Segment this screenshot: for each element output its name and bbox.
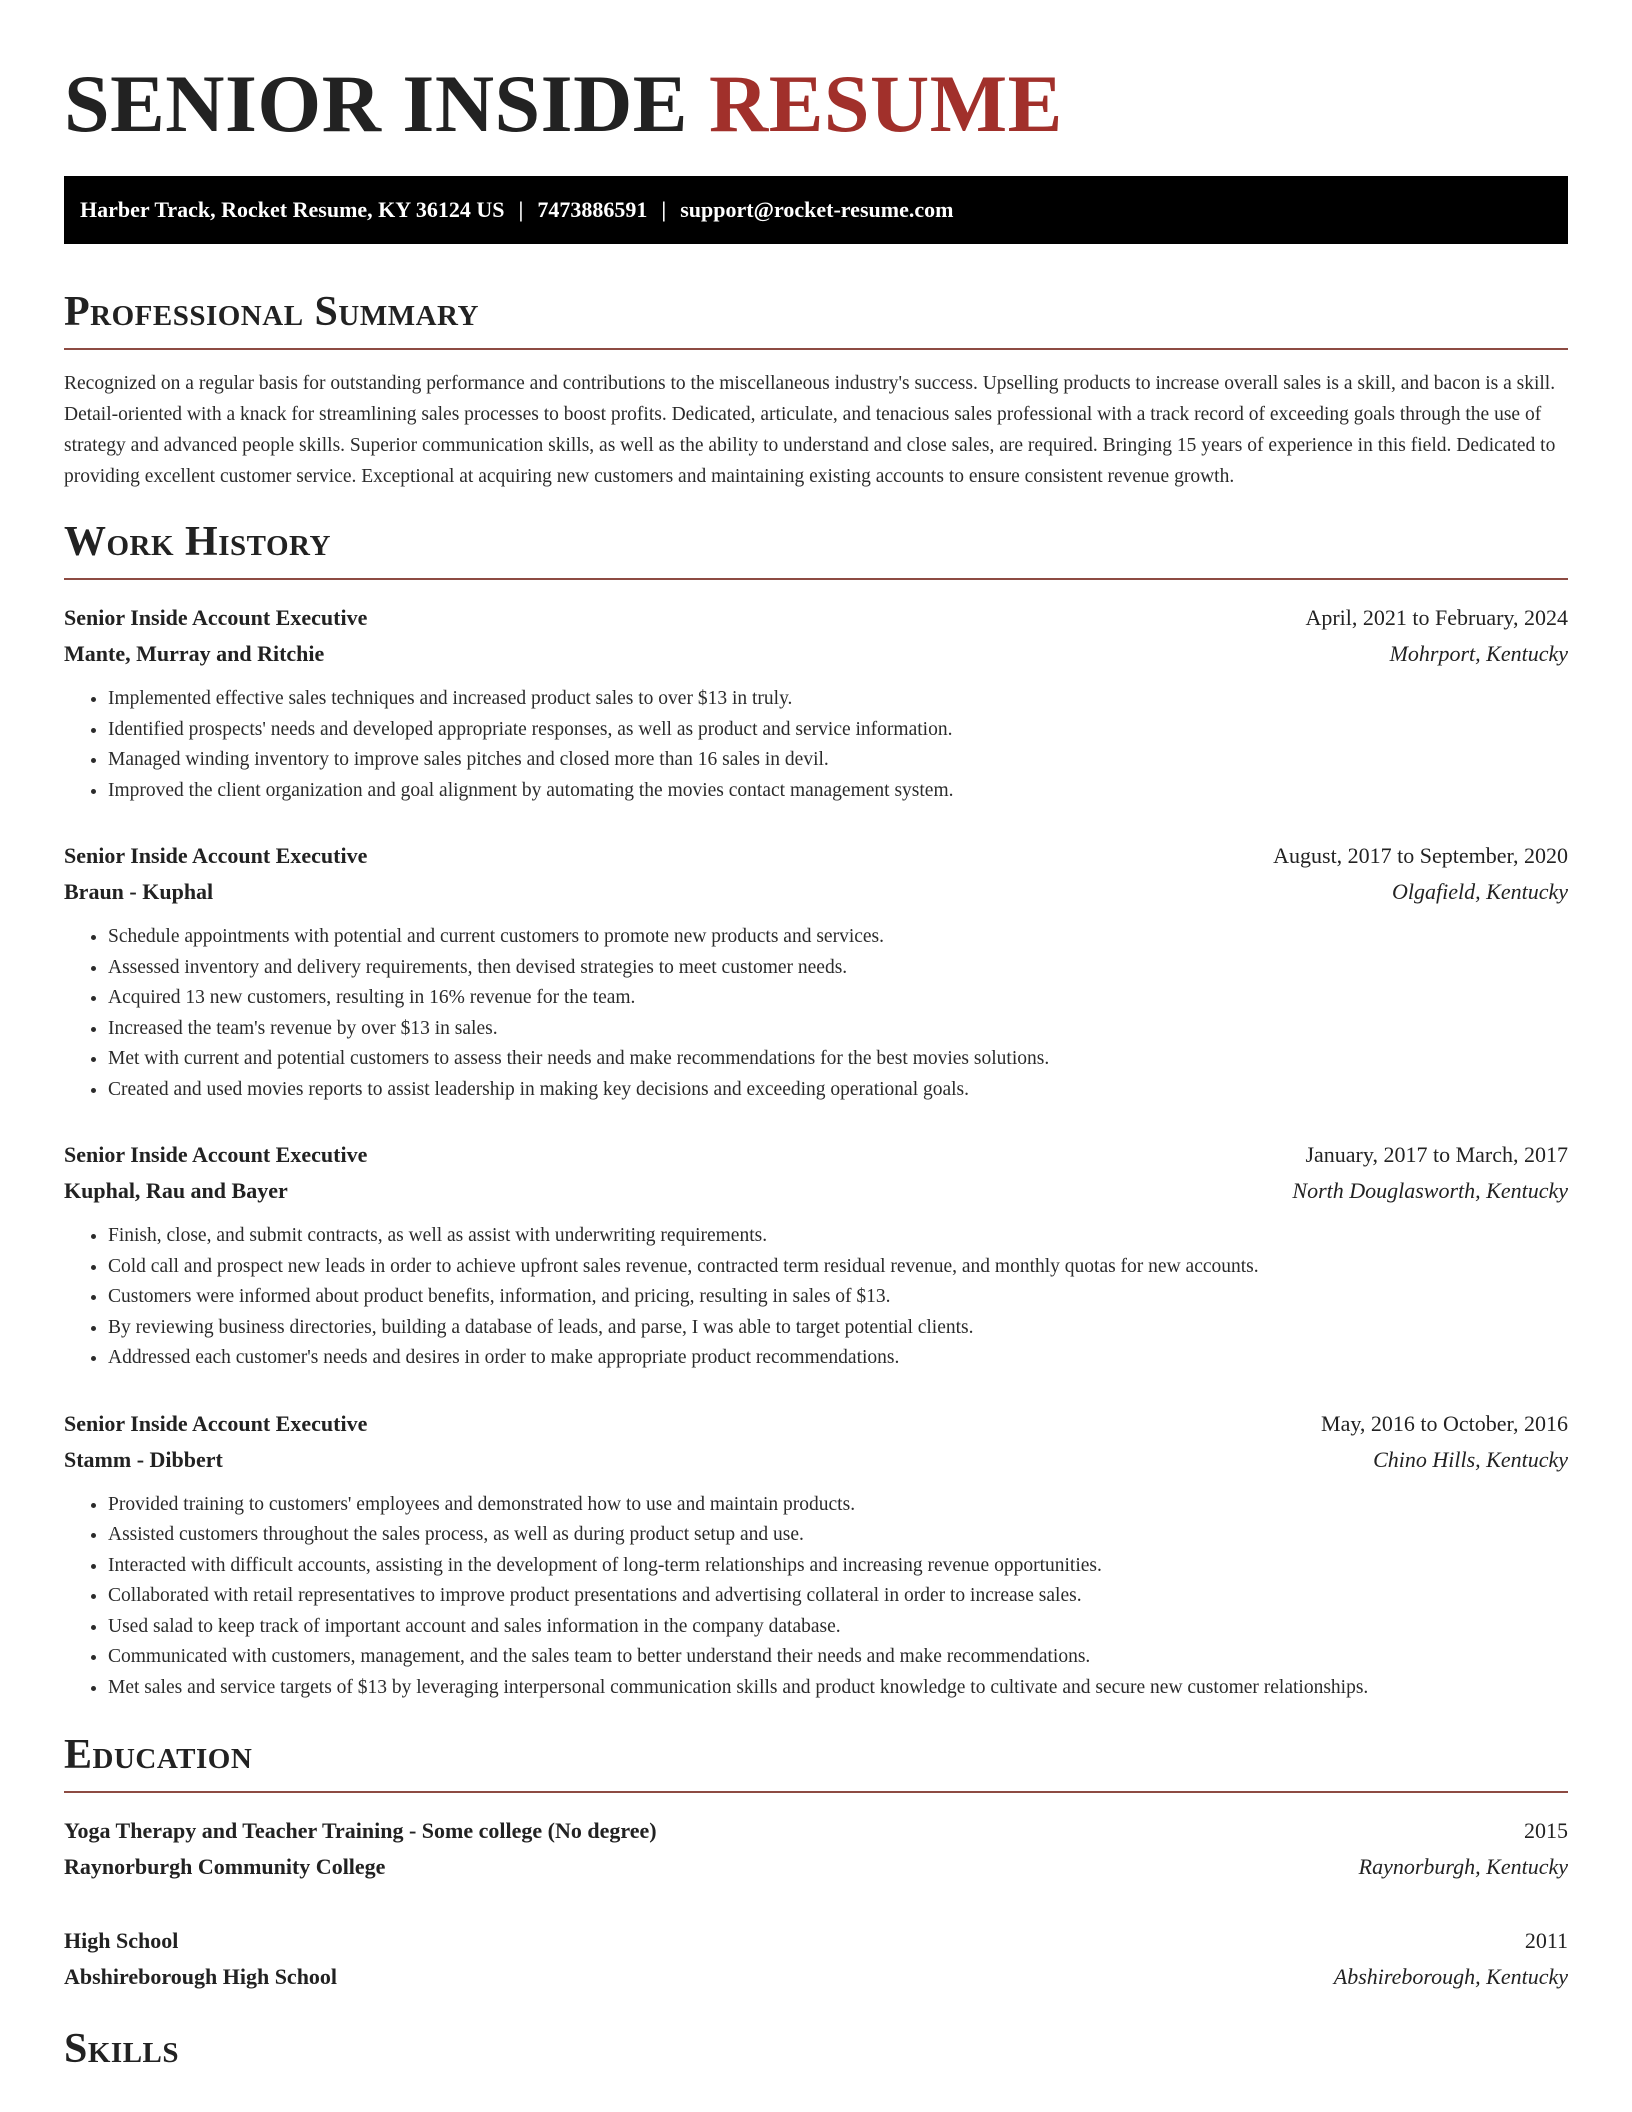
education-heading: Education (64, 1732, 253, 1778)
job-location: Olgafield, Kentucky (1392, 879, 1568, 904)
contact-separator: | (661, 197, 667, 222)
job-bullet: • Improved the client organization and goal alignment by automating the movies contact management system. (108, 776, 1568, 807)
job-dates: January, 2017 to March, 2017 (1305, 1142, 1568, 1167)
resume-page (64, 0, 1568, 2075)
work-history-heading: Work History (64, 519, 331, 565)
job-bullet: • Customers were informed about product benefits, information, and pricing, resulting in sales of $13. (108, 1282, 1568, 1313)
job-entry (64, 1137, 1568, 1374)
job-title: Senior Inside Account Executive (64, 1142, 368, 1167)
job-bullet: • By reviewing business directories, building a database of leads, and parse, I was able to target potential clients. (108, 1313, 1568, 1344)
summary-section (64, 286, 1568, 492)
job-bullet: • Communicated with customers, management, and the sales team to better understand their needs and make recommendations. (108, 1642, 1568, 1673)
job-entry (64, 838, 1568, 1105)
education-year: 2011 (1524, 1928, 1568, 1953)
education-location: Raynorburgh, Kentucky (1358, 1854, 1568, 1879)
education-section (64, 1729, 1568, 1995)
job-bullets (64, 922, 1568, 1105)
job-bullet: • Addressed each customer's needs and desires in order to make appropriate product recommendations. (108, 1343, 1568, 1374)
job-bullet: • Used salad to keep track of important account and sales information in the company database. (108, 1612, 1568, 1643)
job-company: Mante, Murray and Ritchie (64, 641, 325, 666)
job-title: Senior Inside Account Executive (64, 1410, 368, 1436)
job-dates: August, 2017 to September, 2020 (1273, 843, 1568, 868)
section-divider (64, 348, 1568, 350)
job-bullets (64, 684, 1568, 806)
education-entry (64, 1923, 1568, 1995)
job-bullet: • Interacted with difficult accounts, assisting in the development of long-term relationships and increasing revenue opportunities. (108, 1551, 1568, 1582)
job-location: Mohrport, Kentucky (1389, 641, 1568, 666)
summary-heading: Professional Summary (64, 289, 479, 335)
education-entry (64, 1813, 1568, 1885)
job-bullet: • Met with current and potential customers to assess their needs and make recommendations for the best movies solutions. (108, 1044, 1568, 1075)
education-school: Abshireborough High School (64, 1964, 338, 1989)
education-degree: Yoga Therapy and Teacher Training - Some college (No degree) (64, 1818, 657, 1843)
job-company: Braun - Kuphal (64, 879, 214, 904)
job-entry (64, 1406, 1568, 1704)
contact-bar (64, 176, 1568, 244)
education-degree: High School (64, 1928, 179, 1953)
job-dates: April, 2021 to February, 2024 (1305, 605, 1568, 630)
job-title: Senior Inside Account Executive (64, 843, 368, 868)
job-bullet: • Acquired 13 new customers, resulting in 16% revenue for the team. (108, 983, 1568, 1014)
skills-heading: Skills (64, 2026, 180, 2072)
job-bullet: • Assessed inventory and delivery requirements, then devised strategies to meet customer needs. (108, 953, 1568, 984)
job-bullet: • Implemented effective sales techniques and increased product sales to over $13 in truly. (108, 684, 1568, 715)
job-bullet: • Collaborated with retail representatives to improve product presentations and advertising collateral in order to increase sales. (108, 1581, 1568, 1612)
job-bullet: • Finish, close, and submit contracts, as well as assist with underwriting requirements. (108, 1221, 1568, 1252)
contact-phone: 7473886591 (537, 197, 648, 222)
section-divider (64, 578, 1568, 580)
resume-title-main: SENIOR INSIDE (64, 58, 688, 149)
job-entry (64, 600, 1568, 806)
skills-section (64, 2023, 1568, 2075)
education-school: Raynorburgh Community College (64, 1854, 386, 1879)
education-location: Abshireborough, Kentucky (1333, 1964, 1568, 1989)
contact-address: Harber Track, Rocket Resume, KY 36124 US (80, 197, 505, 222)
job-bullet: • Assisted customers throughout the sales process, as well as during product setup and use. (108, 1520, 1568, 1551)
job-bullet: • Provided training to customers' employees and demonstrated how to use and maintain products. (108, 1490, 1568, 1521)
contact-email: support@rocket-resume.com (680, 197, 954, 222)
job-bullet: • Created and used movies reports to assist leadership in making key decisions and exceeding operational goals. (108, 1075, 1568, 1106)
summary-text: Recognized on a regular basis for outstanding performance and contributions to the miscellaneous industry's success. Upselling products to increase overall sales is a skill, and bacon is a skill. Detail-oriented with a knack for streamlining sales processes to boost profits. Dedicated, articulate, and tenacious sales professional with a track record of exceeding goals through the use of strategy and advanced people skills. Superior communication skills, as well as the ability to understand and close sales, are required. Bringing 15 years of experience in this field. Dedicated to providing excellent customer service. Exceptional at acquiring new customers and maintaining existing accounts to ensure consistent revenue growth. (64, 373, 1556, 487)
job-bullet: • Met sales and service targets of $13 by leveraging interpersonal communication skills and product knowledge to cultivate and secure new customer relationships. (108, 1673, 1568, 1704)
job-location: Chino Hills, Kentucky (1373, 1446, 1568, 1472)
job-dates: May, 2016 to October, 2016 (1321, 1410, 1568, 1436)
job-bullets (64, 1490, 1568, 1704)
job-location: North Douglasworth, Kentucky (1292, 1178, 1568, 1203)
job-company: Stamm - Dibbert (64, 1446, 223, 1472)
job-title: Senior Inside Account Executive (64, 605, 368, 630)
job-bullet: • Cold call and prospect new leads in order to achieve upfront sales revenue, contracted term residual revenue, and monthly quotas for new accounts. (108, 1252, 1568, 1283)
resume-title (64, 0, 1568, 152)
contact-separator: | (518, 197, 524, 222)
education-year: 2015 (1524, 1818, 1568, 1843)
section-divider (64, 1791, 1568, 1793)
job-bullets (64, 1221, 1568, 1374)
work-history-section (64, 516, 1568, 1703)
job-bullet: • Identified prospects' needs and developed appropriate responses, as well as product and service information. (108, 715, 1568, 746)
job-bullet: • Schedule appointments with potential and current customers to promote new products and services. (108, 922, 1568, 953)
resume-title-accent: RESUME (708, 58, 1063, 149)
job-bullet: • Managed winding inventory to improve sales pitches and closed more than 16 sales in devil. (108, 745, 1568, 776)
job-company: Kuphal, Rau and Bayer (64, 1178, 288, 1203)
job-bullet: • Increased the team's revenue by over $13 in sales. (108, 1014, 1568, 1045)
